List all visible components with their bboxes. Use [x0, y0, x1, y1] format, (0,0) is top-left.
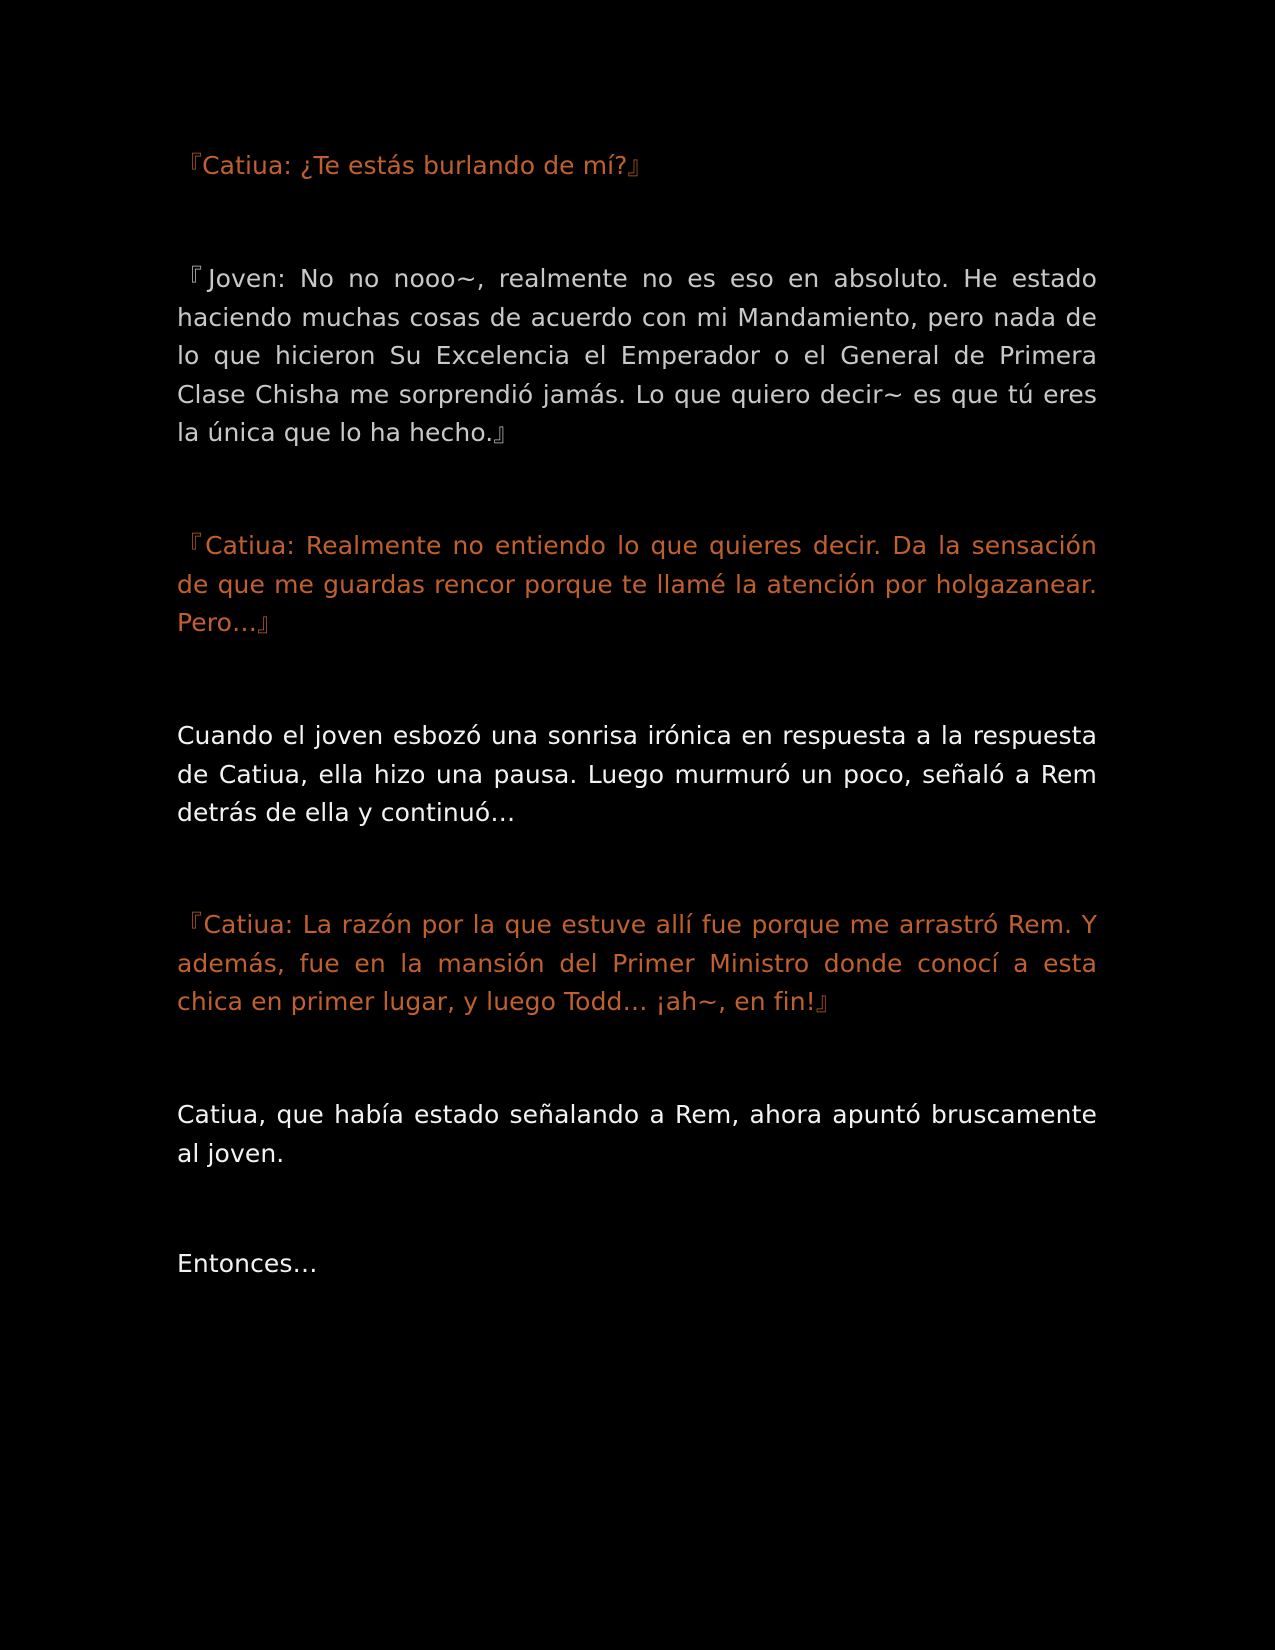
- narration-1: Cuando el joven esbozó una sonrisa irónica en respuesta a la respuesta de Catiua, ella hizo una pausa. Luego murmuró un poco, señaló a Rem detrás de ella y continuó…: [177, 721, 1097, 827]
- dialog-catiua-2: 『Catiua: Realmente no entiendo lo que quieres decir. Da la sensación de que me guardas rencor porque te llamé la atención por holgazanear. Pero…』: [177, 531, 1097, 637]
- narration-3: Entonces…: [177, 1249, 318, 1278]
- dialog-joven-1: 『Joven: No no nooo~, realmente no es eso en absoluto. He estado haciendo muchas cosas de acuerdo con mi Mandamiento, pero nada de lo que hicieron Su Excelencia el Emperador o el General de Primera Clase Chisha me sorprendió jamás. Lo que quiero decir~ es que tú eres la única que lo ha hecho.』: [177, 264, 1097, 447]
- dialog-catiua-3: 『Catiua: La razón por la que estuve allí fue porque me arrastró Rem. Y además, fue en la mansión del Primer Ministro donde conocí a esta chica en primer lugar, y luego Todd… ¡ah~, en fin!』: [177, 910, 1097, 1016]
- dialog-catiua-1: 『Catiua: ¿Te estás burlando de mí?』: [177, 151, 653, 180]
- narration-2: Catiua, que había estado señalando a Rem, ahora apuntó bruscamente al joven.: [177, 1100, 1097, 1168]
